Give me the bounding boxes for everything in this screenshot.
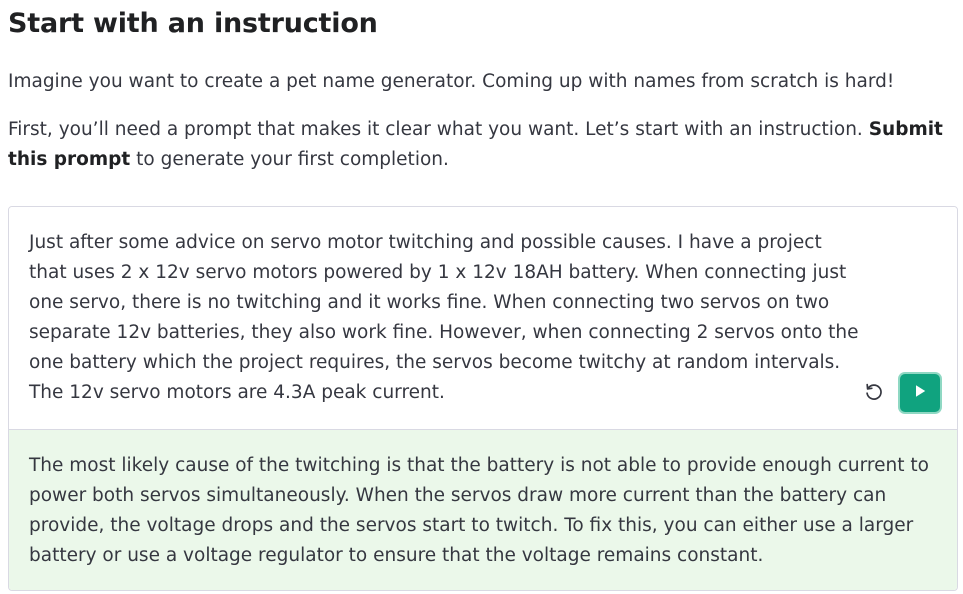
completion-panel: [9, 429, 957, 591]
reset-button[interactable]: [862, 382, 886, 406]
reset-icon: [864, 382, 884, 406]
instruction-text: First, you’ll need a prompt that makes it clear what you want. Let’s start with an instruction.: [8, 119, 869, 140]
submit-button[interactable]: [900, 374, 940, 412]
completion-text: The most likely cause of the twitching is that the battery is not able to provide enough current to power both servos simultaneously. When the servos draw more current than the battery can provide, the voltage drops and the servos start to twitch. To fix this, you can either use a larger battery or use a voltage regulator to ensure that the voltage remains constant.: [29, 455, 929, 566]
page-title: Start with an instruction: [8, 8, 378, 39]
prompt-text[interactable]: Just after some advice on servo motor twitching and possible causes. I have a project that uses 2 x 12v servo motors powered by 1 x 12v 18AH battery. When connecting just one servo, there is no twitching and it works fine. When connecting two servos on two separate 12v batteries, they also work fine. However, when connecting 2 servos onto the one battery which the project requires, the servos become twitchy at random intervals. The 12v servo motors are 4.3A peak current.: [29, 232, 859, 403]
intro-paragraph: Imagine you want to create a pet name generator. Coming up with names from scratch is hard!: [8, 71, 895, 92]
prompt-editor[interactable]: [9, 207, 957, 429]
instruction-paragraph: [8, 115, 960, 175]
instruction-emphasis: Submit this prompt: [8, 119, 943, 170]
play-icon: [912, 383, 928, 403]
instruction-text-end: to generate your first completion.: [130, 149, 449, 170]
playground-panel: [8, 206, 958, 591]
